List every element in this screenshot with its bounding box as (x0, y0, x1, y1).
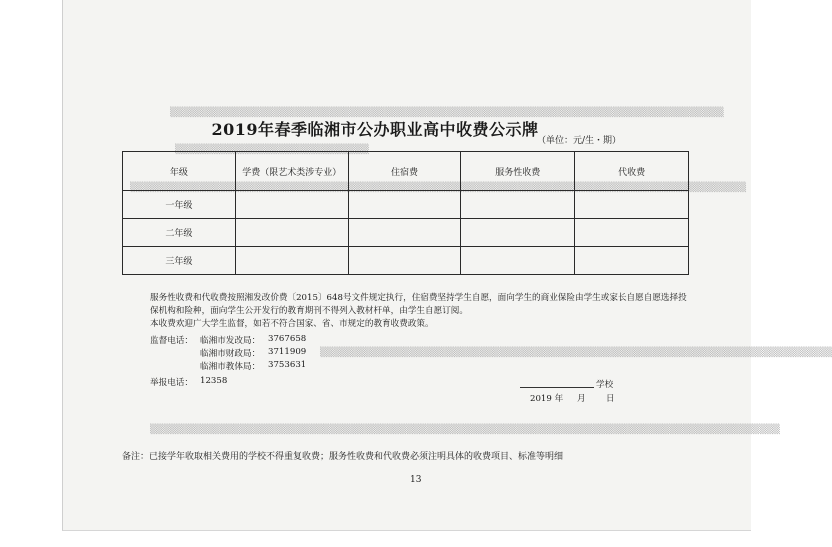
footer-note: 备注：已接学年收取相关费用的学校不得重复收费；服务性收费和代收费必须注明具体的收费项目、标准等明细 (122, 452, 564, 462)
header-collected-fee: 代收费 (575, 152, 689, 191)
table-row (123, 247, 689, 275)
table-row (123, 219, 689, 247)
report-tel: 12358 (200, 376, 228, 386)
date-month: 月 (577, 394, 586, 404)
fee-cell (348, 191, 461, 219)
school-suffix: 学校 (596, 380, 614, 390)
fee-cell (235, 219, 348, 247)
bleed-through-text: ▒▒▒▒▒▒▒▒▒▒▒▒▒▒▒▒▒▒▒▒▒▒▒▒▒▒▒▒▒▒▒▒▒▒▒▒▒▒▒▒▒▒▒▒▒▒▒▒▒▒▒▒▒▒▒▒▒▒▒▒▒▒▒▒▒▒▒▒▒▒▒▒▒▒▒▒▒▒▒▒▒▒▒▒▒▒▒▒▒▒▒ (150, 425, 780, 435)
complaint-org-2: 临湘市财政局： (200, 349, 261, 359)
notes-section (122, 292, 692, 331)
complaint-tel-1: 3767658 (268, 334, 307, 344)
report-label: 举报电话： (150, 378, 193, 388)
fee-cell (461, 191, 575, 219)
table-row (123, 191, 689, 219)
date-day: 日 (606, 394, 615, 404)
bleed-through-text: ▒▒▒▒▒▒▒▒▒▒▒▒▒▒▒▒▒▒▒▒▒▒▒▒▒▒▒▒▒▒▒▒▒▒▒▒▒▒▒▒▒▒▒▒▒▒▒▒▒▒▒▒▒▒▒▒▒▒▒▒▒▒▒▒▒▒▒▒▒▒▒▒▒▒ (320, 348, 832, 358)
complaint-org-3: 临湘市教体局： (200, 362, 261, 372)
bleed-through-text: ▒▒▒▒▒▒▒▒▒▒▒▒▒▒▒▒▒▒▒▒▒▒▒▒▒▒▒▒▒▒▒▒▒▒▒▒▒▒▒▒▒▒▒▒▒▒▒▒▒▒▒▒▒▒▒▒▒▒▒▒▒▒▒▒▒▒▒▒▒▒▒▒▒▒▒▒▒▒▒▒▒▒▒▒▒▒▒▒▒ (130, 183, 747, 193)
notes-paragraph-1: 服务性收费和代收费按照湘发改价费〔2015〕648号文件规定执行，住宿费坚持学生自愿，面向学生的商业保险由学生或家长自愿自愿选择投保机构和险种，面向学生公开发行的教育期刊不得列入教材杆单，由学生自愿订阅。 (150, 293, 687, 316)
school-name-blank (520, 378, 594, 388)
bleed-through-text: ▒▒▒▒▒▒▒▒▒▒▒▒▒▒▒▒▒▒▒▒▒▒▒▒▒▒▒▒ (175, 145, 369, 155)
fee-table (122, 151, 689, 275)
complaint-tel-2: 3711909 (268, 347, 307, 357)
page-title: 2019年春季临湘市公办职业高中收费公示牌 (211, 120, 539, 139)
complaint-org-1: 临湘市发改局： (200, 336, 261, 346)
fee-cell (575, 219, 689, 247)
header-grade: 年级 (123, 152, 236, 191)
header-accommodation: 住宿费 (348, 152, 461, 191)
header-tuition: 学费（限艺术类涉专业） (235, 152, 348, 191)
date-year: 2019 年 (530, 394, 564, 404)
grade-cell: 二年级 (123, 219, 236, 247)
fee-cell (461, 219, 575, 247)
page-number: 13 (410, 475, 422, 485)
notes-paragraph-2: 本收费欢迎广大学生监督，如若不符合国家、省、市规定的教育收费政策。 (150, 318, 434, 329)
fee-cell (575, 191, 689, 219)
fee-cell (348, 219, 461, 247)
fee-cell (461, 247, 575, 275)
fee-cell (348, 247, 461, 275)
complaint-label: 监督电话： (150, 336, 193, 346)
fee-table-header-row (123, 152, 689, 191)
header-service-fee: 服务性收费 (461, 152, 575, 191)
fee-cell (575, 247, 689, 275)
grade-cell: 一年级 (123, 191, 236, 219)
fee-cell (235, 247, 348, 275)
complaint-tel-3: 3753631 (268, 360, 307, 370)
grade-cell: 三年级 (123, 247, 236, 275)
fee-cell (235, 191, 348, 219)
unit-label: （单位：元/生・期） (537, 136, 622, 146)
bleed-through-text: ▒▒▒▒▒▒▒▒▒▒▒▒▒▒▒▒▒▒▒▒▒▒▒▒▒▒▒▒▒▒▒▒▒▒▒▒▒▒▒▒▒▒▒▒▒▒▒▒▒▒▒▒▒▒▒▒▒▒▒▒▒▒▒▒▒▒▒▒▒▒▒▒▒▒▒▒▒▒▒▒ (170, 108, 724, 118)
